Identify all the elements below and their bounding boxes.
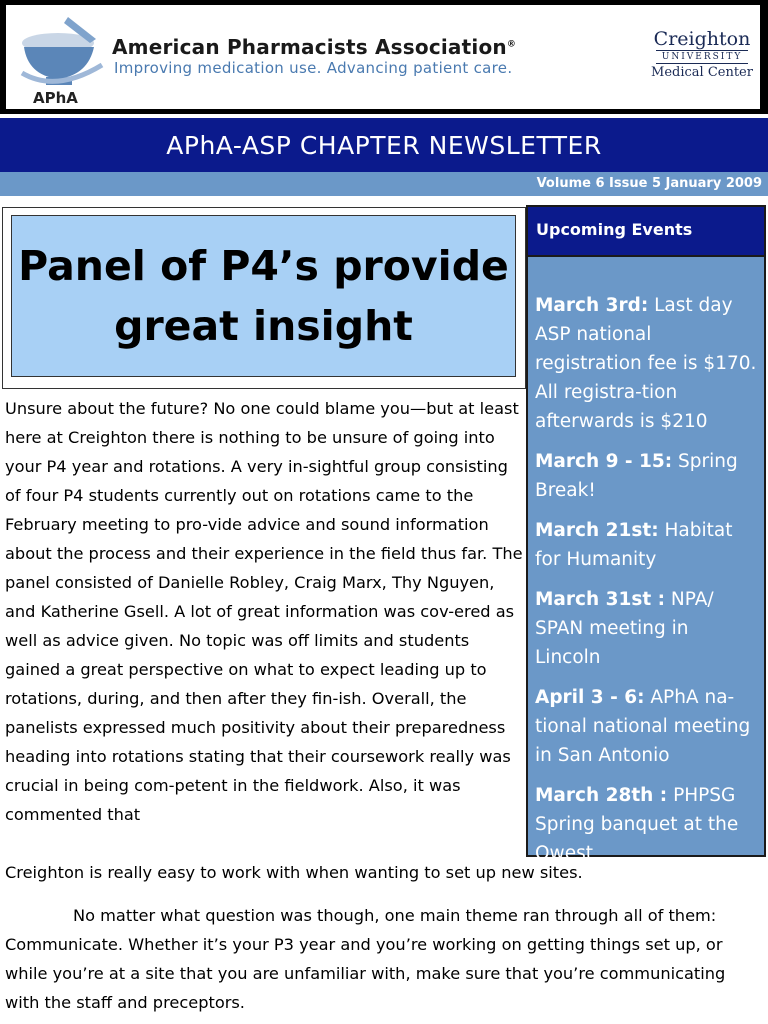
headline-frame <box>2 207 526 389</box>
event-item <box>535 291 758 436</box>
masthead <box>6 5 760 109</box>
organization-tagline: Improving medication use. Advancing patient care. <box>114 59 513 77</box>
apha-logo-text: APhA <box>33 89 78 107</box>
event-text: NPA/ SPAN meeting in Lincoln <box>535 589 714 668</box>
sidebar-heading: Upcoming Events <box>528 207 764 255</box>
organization-name <box>112 35 516 59</box>
event-date: April 3 - 6: <box>535 687 645 708</box>
volume-bar <box>0 172 768 196</box>
organization-name-text: American Pharmacists Association <box>112 35 507 59</box>
event-text: APhA na-tional national meeting in San Antonio <box>535 687 751 766</box>
event-date: March 3rd: <box>535 295 649 316</box>
article-paragraph-1: Unsure about the future? No one could blame you—but at least here at Creighton there is nothing to be unsure of going into your P4 year and rotations. A very in-sightful group consisting of four P4 students currently out on rotations came to the February meeting to pro-vide advice and sound information about the process and their experience in the field thus far. The panel consisted of Danielle Robley, Craig Marx, Thy Nguyen, and Katherine Gsell. A lot of great information was cov-ered as well as advice given. No topic was off limits and students gained a great perspective on what to expect leading up to rotations, during, and then after they fin-ish. Overall, the panelists expressed much positivity about their preparedness heading into rotations stating that their coursework really was crucial in being com-petent in the fieldwork. Also, it was commented that <box>5 399 523 824</box>
creighton-medical-center: Medical Center <box>651 65 753 80</box>
upcoming-events-sidebar <box>526 205 766 864</box>
headline-box <box>11 215 516 377</box>
event-item <box>535 447 758 505</box>
newsletter-title: APhA-ASP CHAPTER NEWSLETTER <box>0 118 768 172</box>
event-item <box>535 781 758 868</box>
event-date: March 21st: <box>535 520 659 541</box>
event-date: March 9 - 15: <box>535 451 673 472</box>
event-text: Last day ASP national registration fee is $170. All registra-tion afterwards is $210 <box>535 295 757 432</box>
event-text: PHPSG Spring banquet at the Qwest <box>535 785 739 864</box>
event-text: Habitat for Humanity <box>535 520 733 570</box>
event-date: March 31st : <box>535 589 666 610</box>
article-body-column <box>5 394 523 829</box>
events-list <box>528 257 764 864</box>
event-item <box>535 516 758 574</box>
volume-issue-date: Volume 6 Issue 5 January 2009 <box>536 176 762 191</box>
creighton-name: Creighton <box>653 28 751 50</box>
article-headline: Panel of P4’s provide great insight <box>18 242 509 350</box>
masthead-frame <box>0 0 768 114</box>
registered-mark: ® <box>506 39 517 50</box>
creighton-university: UNIVERSITY <box>656 50 748 64</box>
creighton-logo <box>650 29 754 81</box>
article-body-full-width <box>5 858 763 1017</box>
event-text: Spring Break! <box>535 451 738 501</box>
article-paragraph-2: No matter what question was though, one main theme ran through all of them: Communicate. Whether it’s your P3 year and you’re working on getting things set up, or while you’re at a site that you are unfamiliar with, make sure that you’re communicating with the staff and preceptors. <box>5 906 726 1012</box>
event-date: March 28th : <box>535 785 668 806</box>
article-paragraph-1-end: Creighton is really easy to work with when wanting to set up new sites. <box>5 863 583 882</box>
event-item <box>535 683 758 770</box>
event-item <box>535 585 758 672</box>
